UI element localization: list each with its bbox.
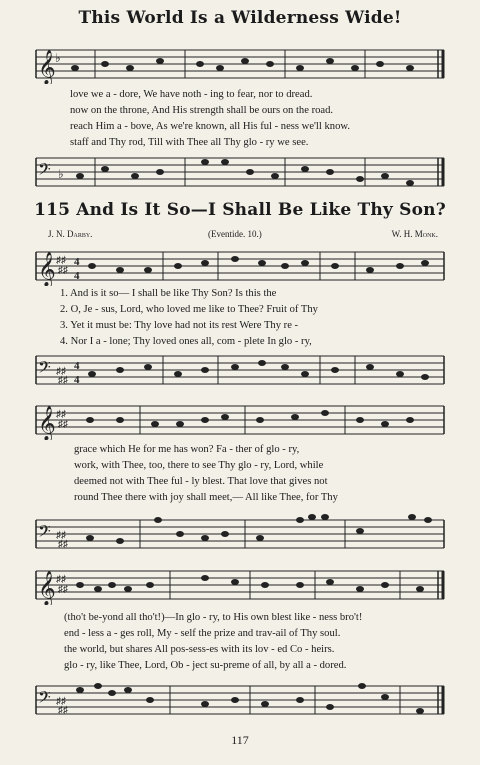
staff-s1-treble <box>0 246 480 286</box>
hymn-title-text: And Is It So—I Shall Be Like Thy Son? <box>76 200 446 220</box>
verse-line: end - less a - ges roll, My - self the prize and trav-ail of Thy soul. <box>64 628 341 639</box>
staff-s1-bass <box>0 350 480 390</box>
svg-text:♯♯: ♯♯ <box>56 530 66 541</box>
staff-s3-treble <box>0 565 480 605</box>
svg-text:♯♯: ♯♯ <box>56 696 66 707</box>
verse-line: deemed not with Thee ful - ly blest. That love that gives not <box>74 476 328 487</box>
svg-text:𝄢: 𝄢 <box>38 687 51 711</box>
hymn-number: 115 <box>34 200 71 220</box>
svg-text:𝄞: 𝄞 <box>38 252 56 286</box>
author-credit: J. N. Darby. <box>48 229 93 239</box>
svg-text:♯♯: ♯♯ <box>58 539 68 550</box>
page-number: 117 <box>231 733 249 747</box>
verse-line: staff and Thy rod, Till with Thee all Thy glo - ry we see. <box>70 137 309 148</box>
svg-text:𝄞: 𝄞 <box>38 50 56 84</box>
staff-s3-bass <box>0 680 480 720</box>
svg-text:4: 4 <box>74 374 80 386</box>
svg-text:𝄞: 𝄞 <box>38 406 56 440</box>
verse-line: love we a - dore, We have noth - ing to fear, nor to dread. <box>70 89 313 100</box>
verse-line: the world, but shares All pos-sess-es with its lov - ed Co - heirs. <box>64 644 335 655</box>
svg-text:𝄞: 𝄞 <box>38 571 56 605</box>
svg-text:♯♯: ♯♯ <box>58 584 68 595</box>
hymn-title-main <box>0 200 480 220</box>
verse-line: glo - ry, like Thee, Lord, Ob - ject su-preme of all, by all a - dored. <box>64 660 347 671</box>
svg-text:♯♯: ♯♯ <box>56 574 66 585</box>
svg-text:♭: ♭ <box>58 167 64 181</box>
staff-s2-bass <box>0 514 480 554</box>
verse-line: 3. Yet it must be: Thy love had not its rest Were Thy re - <box>60 320 299 331</box>
svg-text:𝄢: 𝄢 <box>38 159 51 183</box>
tune-name: (Eventide. 10.) <box>208 229 262 239</box>
svg-text:4: 4 <box>74 270 80 282</box>
verse-line: round Thee there with joy shall meet,— All like Thee, for Thy <box>74 492 338 503</box>
svg-text:♯♯: ♯♯ <box>58 419 68 430</box>
svg-text:♯♯: ♯♯ <box>58 375 68 386</box>
hymn-title-top: This World Is a Wilderness Wide! <box>78 8 402 28</box>
verse-line: 2. O, Je - sus, Lord, who loved me like to Thee? Fruit of Thy <box>60 304 318 315</box>
svg-text:𝄢: 𝄢 <box>38 357 51 381</box>
hymn-credits <box>36 229 444 243</box>
svg-text:♯♯: ♯♯ <box>56 409 66 420</box>
staff-s2-treble <box>0 400 480 440</box>
verse-line: work, with Thee, too, there to see Thy glo - ry, Lord, while <box>74 460 324 471</box>
verse-line: 4. Nor I a - lone; Thy loved ones all, com - plete In glo - ry, <box>60 336 312 347</box>
svg-text:♯♯: ♯♯ <box>56 255 66 266</box>
verse-line: now on the throne, And His strength shall be ours on the road. <box>70 105 334 116</box>
svg-text:♭: ♭ <box>55 51 61 65</box>
svg-text:♯♯: ♯♯ <box>58 265 68 276</box>
svg-text:♯♯: ♯♯ <box>58 705 68 716</box>
verse-line: grace which He for me has won? Fa - ther of glo - ry, <box>74 444 300 455</box>
staff-top-bass <box>0 152 480 192</box>
svg-text:𝄢: 𝄢 <box>38 521 51 545</box>
staff-top-treble <box>0 44 480 84</box>
verse-line: 1. And is it so— I shall be like Thy Son? Is this the <box>60 288 277 299</box>
svg-text:4: 4 <box>74 256 80 268</box>
svg-text:♯♯: ♯♯ <box>56 366 66 377</box>
composer-credit: W. H. Monk. <box>391 229 438 239</box>
verse-line: (tho't be-yond all tho't!)—In glo - ry, to His own blest like - ness bro't! <box>64 612 363 623</box>
verse-line: reach Him a - bove, As we're known, all His ful - ness we'll know. <box>70 121 350 132</box>
svg-text:4: 4 <box>74 360 80 372</box>
